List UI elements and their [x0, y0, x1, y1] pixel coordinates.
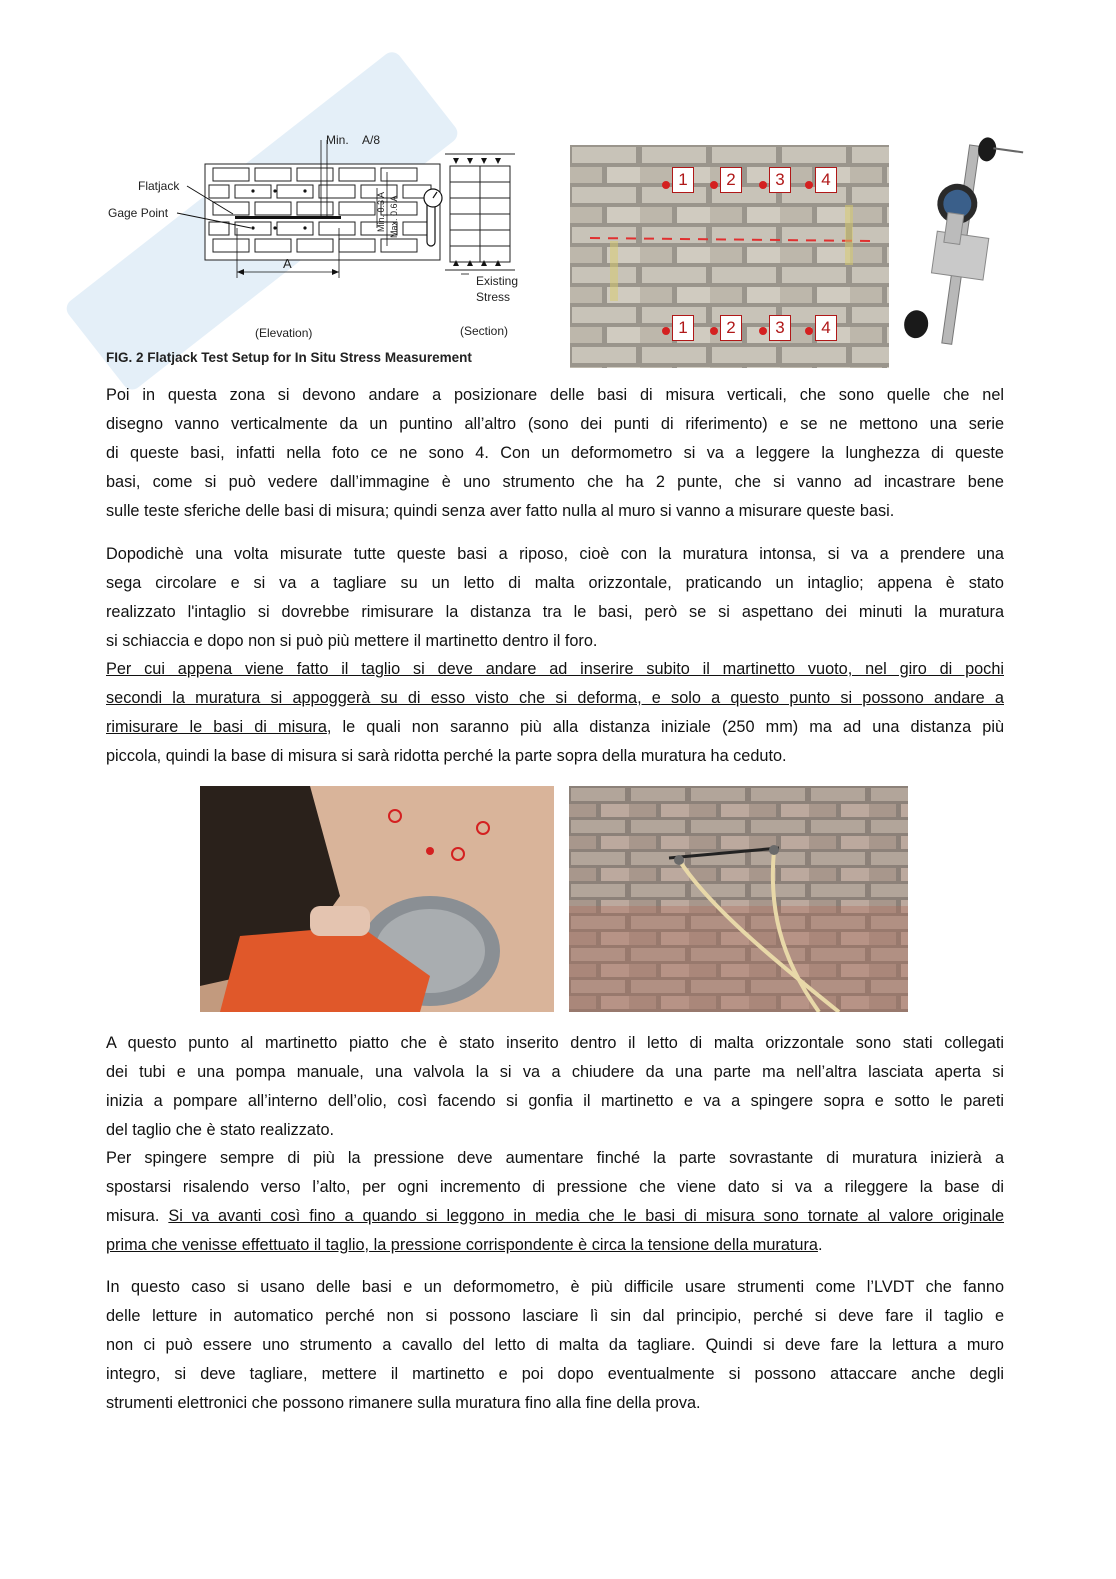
marker-bottom-3: 3: [769, 315, 791, 341]
marker-top-1: 1: [672, 167, 694, 193]
label-section: (Section): [460, 324, 509, 338]
label-a: A: [283, 256, 292, 271]
photo-wall-markers: [570, 145, 889, 368]
label-min-03a: Min. 0.3 A: [376, 191, 386, 232]
label-elevation: (Elevation): [255, 326, 313, 340]
paragraph-2: Dopodichè una volta misurate tutte queste basi a riposo, cioè con la muratura intonsa, si va a prendere una sega circolare e si va a tagliare su un letto di malta orizzontale, praticando un intaglio; appena è stato realizzato l'intaglio si dovrebbe rimisurare la distanza tra le basi, però se si aspettano dei minuti la muratura si schiaccia e dopo non si può più mettere il martinetto dentro il foro.: [106, 545, 1004, 650]
marker-bottom-1: 1: [672, 315, 694, 341]
marker-bottom-2: 2: [720, 315, 742, 341]
label-max-06a: Max. 0.6 A: [389, 195, 399, 238]
label-min: Min.: [326, 133, 349, 147]
label-a8: A/8: [362, 133, 381, 147]
marker-top-3: 3: [769, 167, 791, 193]
paragraph-1: Poi in questa zona si devono andare a posizionare delle basi di misura verticali, che sono quelle che nel disegno vanno verticalmente da un puntino all’altro (sono dei punti di riferimento) e se ne mettono una serie di queste basi, infatti nella foto ce ne sono 4. Con un deformometro si va a leggere la lunghezza di queste basi, come si può vedere dall’immagine è uno strumento che ha 2 punte, che si vanno ad incastrare bene sulle teste sferiche delle basi di misura; quindi senza aver fatto nulla al muro si vanno a misurare queste basi.: [106, 386, 1004, 520]
label-gage-point: Gage Point: [108, 206, 169, 220]
paragraph-6: In questo caso si usano delle basi e un deformometro, è più difficile usare strumenti come l’LVDT che fanno delle letture in automatico perché non si possono lasciare lì sin dal principio, perché si deve fare il taglio e non ci può essere uno strumento a cavallo del letto di malta da tagliare. Quindi si deve fare la lettura a muro integro, si deve tagliare, mettere il martinetto e poi dopo eventualmente si possono attaccare anche degli strumenti elettronici che possono rimanere sulla muratura fino alla fine della prova.: [106, 1278, 1004, 1412]
deformometer-icon: [900, 128, 1070, 360]
label-flatjack: Flatjack: [138, 179, 180, 193]
label-stress: Stress: [476, 290, 511, 304]
elevation-wall: [205, 164, 440, 260]
section-view: [445, 154, 515, 270]
photo-flatjack-inserted: [569, 786, 908, 1012]
paragraph-5: Per spingere sempre di più la pressione deve aumentare finché la parte sovrastante di muratura inizierà a spostarsi risalendo verso l’alto, per ogni incremento di pressione che viene dato si va a rileggere la base di misura. Si va avanti così fino a quando si leggono in media che le basi di misura sono tornate al valore originale prima che venisse effettuato il taglio, la pressione corrispondente è circa la tensione della muratura.: [106, 1149, 1005, 1254]
paragraph-4: A questo punto al martinetto piatto che è stato inserito dentro il letto di malta orizzontale sono stati collegati dei tubi e una pompa manuale, una valvola la si va a chiudere da una parte ma nell’altra lasciata aperta si inizia a pompare all’interno dell’olio, così facendo si gonfia il martinetto e va a spingere sopra e sotto le pareti del taglio che è stato realizzato.: [106, 1034, 1004, 1139]
label-existing: Existing: [476, 274, 519, 288]
marker-bottom-4: 4: [815, 315, 837, 341]
photo-circular-saw: [200, 786, 554, 1012]
marker-top-2: 2: [720, 167, 742, 193]
figure-caption: FIG. 2 Flatjack Test Setup for In Situ Stress Measurement: [106, 350, 472, 365]
marker-top-4: 4: [815, 167, 837, 193]
paragraph-3: Per cui appena viene fatto il taglio si deve andare ad inserire subito il martinetto vuoto, nel giro di pochi secondi la muratura si appoggerà su di esso visto che si deforma, e solo a questo punto si possono andare a rimisurare le basi di misura, le quali non saranno più alla distanza iniziale (250 mm) ma ad una distanza più piccola, quindi la base di misura si sarà ridotta perché la parte sopra della muratura ha ceduto.: [106, 660, 1004, 765]
